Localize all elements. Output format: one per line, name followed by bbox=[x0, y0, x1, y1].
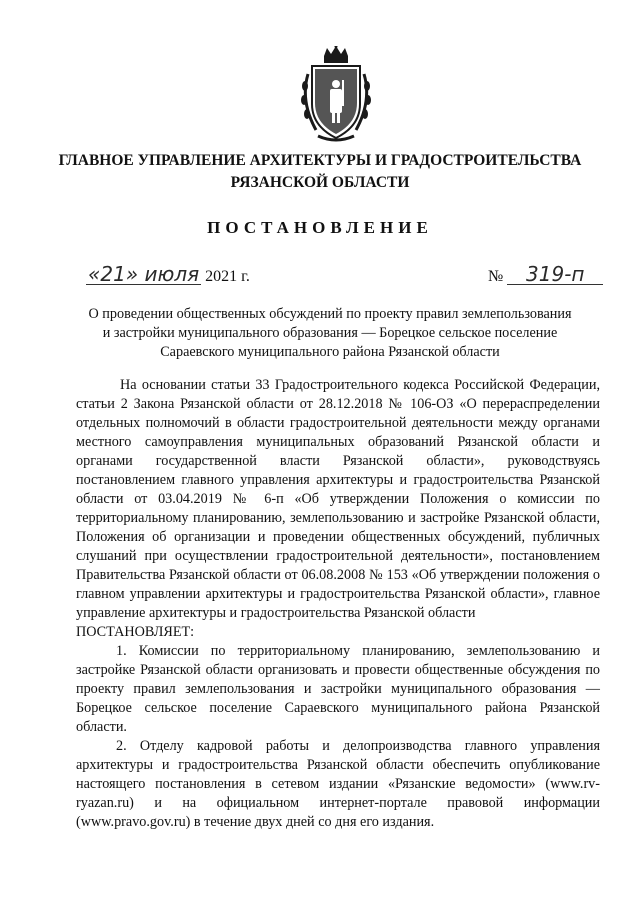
handwritten-number: 319-п bbox=[507, 264, 603, 285]
coat-of-arms-icon bbox=[296, 46, 376, 146]
decree-word: ПОСТАНОВЛЯЕТ: bbox=[76, 624, 195, 640]
subject-line: и застройки муниципального образования — Борецкое сельское поселение bbox=[102, 325, 558, 341]
document-number bbox=[488, 264, 603, 286]
date-year: 2021 г. bbox=[205, 268, 250, 285]
number-prefix: № bbox=[488, 268, 504, 285]
item-1-paragraph: 1. Комиссии по территориальному планированию, землепользованию и застройке Рязанской области организовать и провести общественные обсуждения по проекту правил землепользования и застройки муниципального образования — Борецкое сельское поселение Сараевского муниципального района Рязанской области. bbox=[76, 643, 600, 735]
document-date bbox=[86, 264, 250, 286]
document-title: ПОСТАНОВЛЕНИЕ bbox=[207, 218, 433, 237]
document-body bbox=[76, 376, 600, 832]
organization-name-line1: ГЛАВНОЕ УПРАВЛЕНИЕ АРХИТЕКТУРЫ И ГРАДОСТРОИТЕЛЬСТВА bbox=[58, 152, 582, 169]
preamble-paragraph: На основании статьи 33 Градостроительного кодекса Российской Федерации, статьи 2 Закона Рязанской области от 28.12.2018 № 106-ОЗ «О перераспределении отдельных полномочий в области градостроительной деятельности между органами местного самоуправления муниципальных образований Рязанской области и органами государственной власти Рязанской области», руководствуясь постановлением главного управления архитектуры и градостроительства Рязанской области от 03.04.2019 № 6-п «Об утверждении Положения о комиссии по территориальному планированию, землепользованию и застройке Рязанской области, Положения об организации и проведении общественных обсуждений, публичных слушаний при осуществлении градостроительной деятельности», постановлением Правительства Рязанской области от 06.08.2008 № 153 «Об утверждении положения о главном управлении архитектуры и градостроительства Рязанской области», главное управление архитектуры и градостроительства Рязанской области bbox=[76, 377, 600, 621]
organization-name-line2: РЯЗАНСКОЙ ОБЛАСТИ bbox=[230, 174, 410, 191]
subject-line: О проведении общественных обсуждений по проекту правил землепользования bbox=[88, 306, 572, 322]
document-subject bbox=[60, 305, 600, 362]
item-2-paragraph: 2. Отделу кадровой работы и делопроизводства главного управления архитектуры и градостроительства Рязанской области обеспечить опубликование настоящего постановления в сетевом издании «Рязанские ведомости» (www.rv-ryazan.ru) и на официальном интернет-портале правовой информации (www.pravo.gov.ru) в течение двух дней со дня его издания. bbox=[76, 738, 600, 830]
subject-line: Сараевского муниципального района Рязанской области bbox=[160, 344, 500, 360]
handwritten-date: «21» июля bbox=[88, 262, 200, 286]
